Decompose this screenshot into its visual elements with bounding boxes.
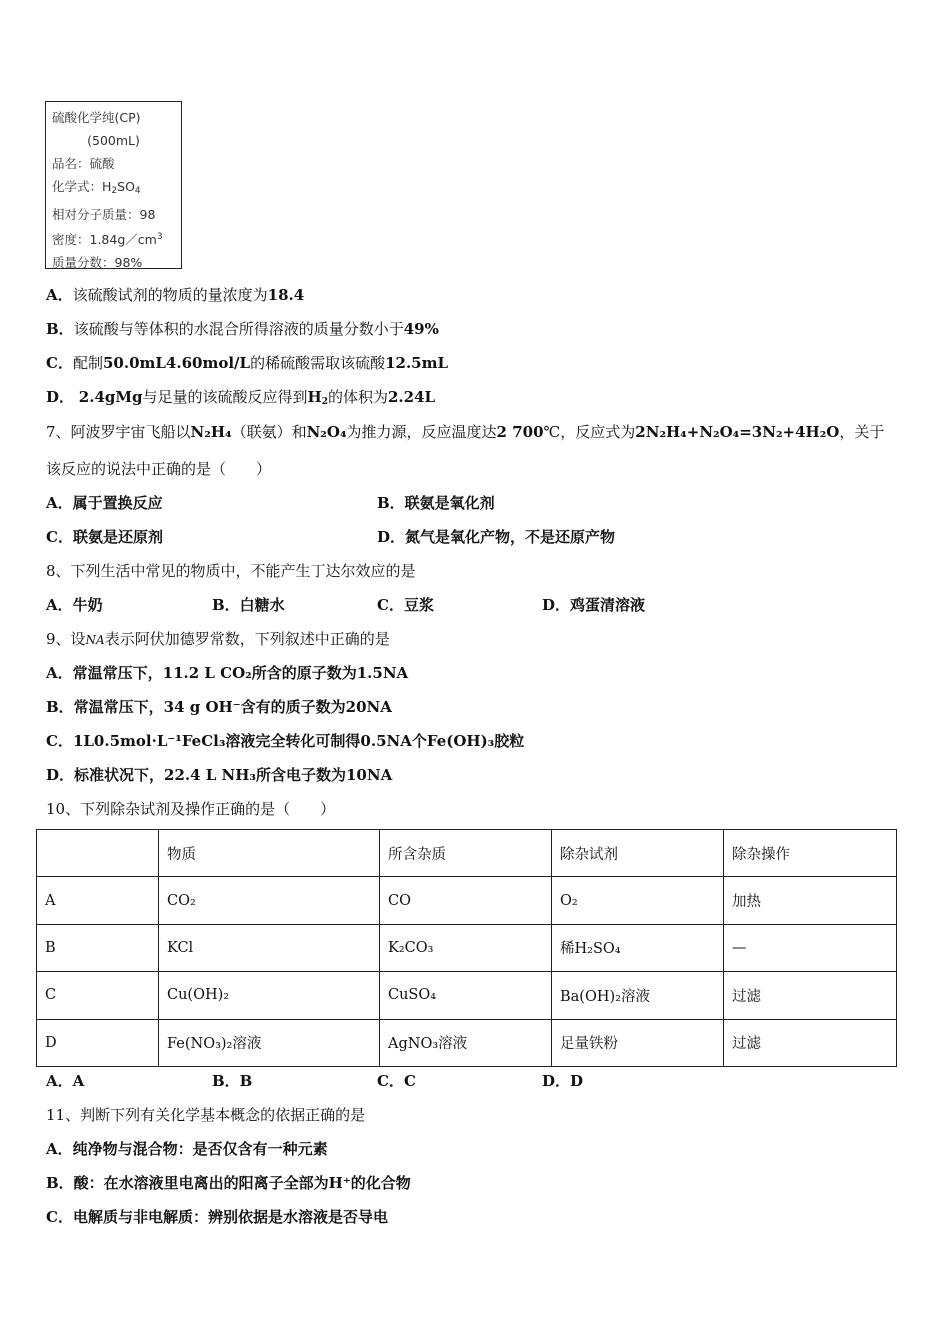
q11-stem: 11、判断下列有关化学基本概念的依据正确的是 (46, 1106, 366, 1124)
q7-stem-line2: 该反应的说法中正确的是（ ） (46, 460, 272, 478)
table-cell: K₂CO₃ (380, 924, 552, 971)
table-cell: 过滤 (724, 1019, 897, 1066)
q10-table (36, 829, 897, 1067)
q7-stem: 7、阿波罗宇宙飞船以N₂H₄（联氨）和N₂O₄为推力源，反应温度达2 700℃，反应式为2N₂H₄+N₂O₄=3N₂+4H₂O，关于 (46, 423, 885, 441)
table-row (37, 877, 897, 924)
q9-option-c: C．1L0.5mol·L⁻¹FeCl₃溶液完全转化可制得0.5NA个Fe(OH)₃胶粒 (46, 732, 525, 750)
table-cell: CO (380, 877, 552, 924)
q9-option-b: B．常温常压下，34 g OH⁻含有的质子数为20NA (46, 698, 392, 716)
q7-option-c: C．联氨是还原剂 (46, 528, 163, 546)
reagent-label (45, 101, 182, 269)
q6-option-d: D． 2.4gMg与足量的该硫酸反应得到$H_2$的体积为2.24L (46, 388, 436, 407)
table-cell: CO₂ (159, 877, 380, 924)
q7-option-d: D．氮气是氧化产物，不是还原产物 (377, 528, 616, 546)
q10-option-a: A．A (46, 1072, 85, 1090)
table-header-cell: 所含杂质 (380, 830, 552, 877)
q6-option-a: A．该硫酸试剂的物质的量浓度为18.4 (46, 286, 305, 304)
table-cell: Ba(OH)₂溶液 (552, 972, 724, 1019)
table-cell: 稀H₂SO₄ (552, 924, 724, 971)
q11-option-a: A．纯净物与混合物：是否仅含有一种元素 (46, 1140, 328, 1158)
table-cell: — (724, 924, 897, 971)
q6-option-c: C．配制50.0mL4.60mol/L的稀硫酸需取该硫酸12.5mL (46, 354, 449, 372)
label-molar-mass: 相对分子质量：98 (52, 207, 156, 222)
q8-option-b: B．白糖水 (212, 596, 285, 614)
q6-option-b: B．该硫酸与等体积的水混合所得溶液的质量分数小于49% (46, 320, 439, 338)
table-header-cell: 除杂操作 (724, 830, 897, 877)
label-name: 品名：硫酸 (52, 156, 115, 171)
q8-option-c: C．豆浆 (377, 596, 434, 614)
table-header-row (37, 830, 897, 877)
label-density: 密度：$1.84g/cm^3$ (52, 232, 163, 247)
table-cell: 加热 (724, 877, 897, 924)
table-cell: 足量铁粉 (552, 1019, 724, 1066)
table-row (37, 1019, 897, 1066)
q8-stem: 8、下列生活中常见的物质中，不能产生丁达尔效应的是 (46, 562, 416, 580)
table-cell: O₂ (552, 877, 724, 924)
q9-stem: 9、设NA表示阿伏加德罗常数，下列叙述中正确的是 (46, 630, 390, 648)
q10-option-c: C．C (377, 1072, 416, 1090)
q10-option-d: D．D (542, 1072, 584, 1090)
table-cell: B (37, 924, 159, 971)
table-cell: A (37, 877, 159, 924)
table-cell: Cu(OH)₂ (159, 972, 380, 1019)
q9-option-d: D．标准状况下，22.4 L NH₃所含电子数为10NA (46, 766, 393, 784)
table-header-cell: 除杂试剂 (552, 830, 724, 877)
table-header-cell: 物质 (159, 830, 380, 877)
q7-option-a: A．属于置换反应 (46, 494, 163, 512)
q10-option-b: B．B (212, 1072, 253, 1090)
table-cell: AgNO₃溶液 (380, 1019, 552, 1066)
label-volume: (500mL) (87, 133, 140, 148)
q8-option-d: D．鸡蛋清溶液 (542, 596, 646, 614)
table-header-cell (37, 830, 159, 877)
table-cell: CuSO₄ (380, 972, 552, 1019)
table-cell: 过滤 (724, 972, 897, 1019)
table-cell: C (37, 972, 159, 1019)
q10-stem: 10、下列除杂试剂及操作正确的是（ ） (46, 800, 336, 818)
table-row (37, 924, 897, 971)
label-formula: 化学式：$H_2SO_4$ (52, 179, 141, 196)
table-cell: KCl (159, 924, 380, 971)
label-mass-fraction: 质量分数：98% (52, 255, 143, 270)
table-cell: D (37, 1019, 159, 1066)
q11-option-c: C．电解质与非电解质：辨别依据是水溶液是否导电 (46, 1208, 388, 1226)
label-title: 硫酸化学纯(CP) (52, 110, 141, 125)
q9-option-a: A．常温常压下，11.2 L CO₂所含的原子数为1.5NA (46, 664, 409, 682)
table-cell: Fe(NO₃)₂溶液 (159, 1019, 380, 1066)
q8-option-a: A．牛奶 (46, 596, 103, 614)
q7-option-b: B．联氨是氧化剂 (377, 494, 495, 512)
table-row (37, 972, 897, 1019)
q11-option-b: B．酸：在水溶液里电离出的阳离子全部为H⁺的化合物 (46, 1174, 411, 1192)
